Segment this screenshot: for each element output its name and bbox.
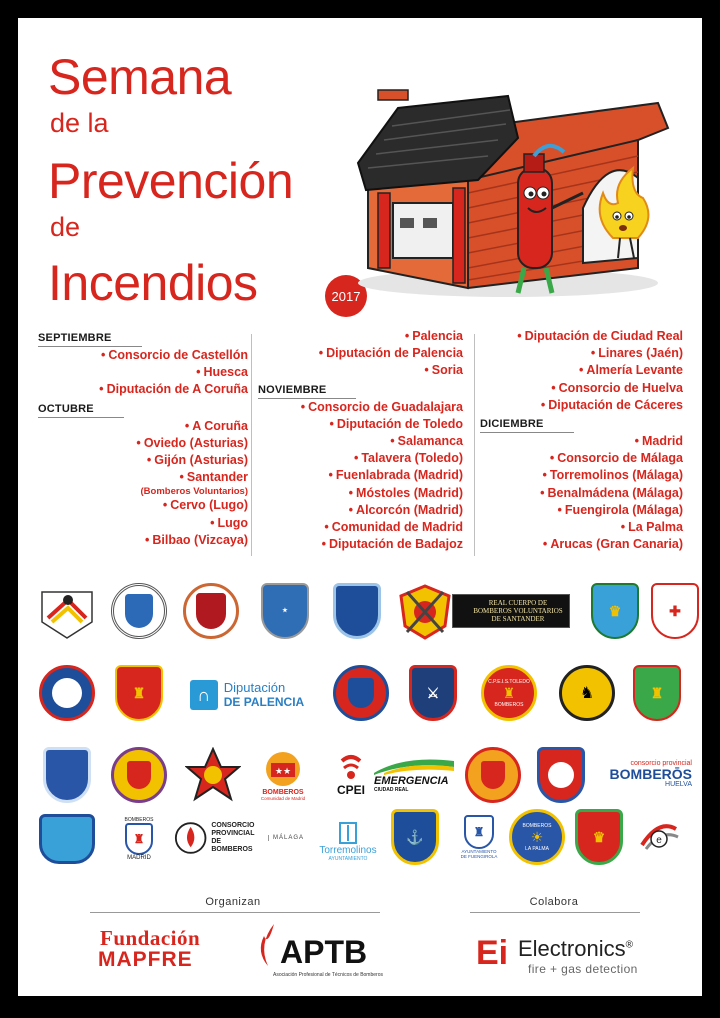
month-entries	[258, 399, 463, 554]
logo-arucas: ♛	[568, 806, 630, 868]
santander-line-3: DE SANTANDER	[491, 615, 545, 623]
list-item: • Benalmádena (Málaga)	[540, 485, 683, 500]
title-line-4: de	[50, 212, 81, 242]
list-item: • Santander (Bomberos Voluntarios)	[38, 469, 248, 497]
list-item: • La Palma	[620, 520, 683, 535]
calendar-column-1	[38, 328, 248, 549]
list-item: • Linares (Jaén)	[590, 346, 683, 361]
logo-mostoles	[108, 744, 170, 806]
month-entries	[38, 418, 248, 549]
logo-diputacion-toledo: ⚔	[402, 662, 464, 724]
list-item: • Talavera (Toledo)	[353, 451, 463, 466]
colabora-label: Colabora	[522, 896, 586, 908]
logo-cervo: ♛	[584, 580, 646, 642]
logo-la-palma: BOMBEROS ☀ LA PALMA	[506, 806, 568, 868]
logo-diputacion-coruna	[180, 580, 242, 642]
list-item: • Soria	[424, 363, 463, 378]
ei-logo-mark: Ei	[476, 934, 509, 972]
calendar-columns	[18, 328, 702, 558]
list-item: • Diputación de Badajoz	[321, 537, 463, 552]
logo-consorcio-malaga	[174, 816, 304, 860]
logo-benalmadena: ⚓	[384, 806, 446, 868]
fundacion-mapfre-line-1: Fundación	[100, 926, 201, 950]
huelva-bottom: HUELVA	[665, 781, 692, 788]
svg-text:★★: ★★	[274, 766, 292, 776]
list-item: • Salamanca	[390, 434, 463, 449]
logo-lugo: ✚	[644, 580, 702, 642]
list-item: • Fuengirola (Málaga)	[557, 502, 683, 517]
title-line-2: de la	[50, 108, 109, 138]
logo-palencia-city: ♜	[108, 662, 170, 724]
diputacion-palencia-line-1: Diputación	[223, 680, 286, 695]
organizan-label: Organizan	[198, 896, 268, 908]
month-entries	[480, 328, 683, 414]
logo-torremolinos	[308, 810, 388, 872]
entry-note: (Bomberos Voluntarios)	[140, 486, 248, 498]
huelva-mid: BOMBERŌS	[609, 766, 692, 782]
diputacion-palencia-line-2: DE PALENCIA	[223, 695, 305, 709]
ei-logo-tagline: fire + gas detection	[528, 962, 638, 976]
madrid-city-top: BOMBEROS	[124, 817, 154, 823]
madrid-city-bottom: MADRID	[127, 855, 151, 861]
logo-comunidad-madrid	[252, 740, 314, 812]
list-item: • Alcorcón (Madrid)	[348, 502, 463, 517]
colabora-rule	[470, 912, 640, 913]
month-heading: SEPTIEMBRE	[38, 332, 142, 347]
column-divider	[251, 334, 252, 556]
list-item: • Oviedo (Asturias)	[136, 435, 248, 450]
logo-fuengirola: ♜ AYUNTAMIENTO DE FUENGIROLA	[444, 806, 514, 868]
list-item: • Huesca	[196, 365, 248, 380]
column-divider	[474, 334, 475, 556]
logo-castellon	[36, 580, 98, 642]
torremolinos-name: Torremolinos	[319, 844, 377, 856]
month-entries	[258, 328, 463, 380]
list-item: • Consorcio de Málaga	[549, 451, 683, 466]
list-item: • A Coruña	[184, 418, 248, 433]
list-item: • Consorcio de Castellón	[101, 348, 248, 362]
logo-coruna: ★	[254, 580, 316, 642]
list-item: • Torremolinos (Málaga)	[542, 468, 683, 483]
list-item: • Consorcio de Guadalajara	[300, 399, 463, 414]
fire-station-illustration	[338, 68, 688, 308]
title-line-1: Semana	[48, 49, 232, 105]
la-palma-bottom: LA PALMA	[525, 845, 549, 852]
title-line-5: Incendios	[48, 255, 258, 311]
list-item: • Madrid	[634, 434, 683, 449]
list-item: • Gijón (Asturias)	[146, 453, 248, 468]
logo-diputacion-palencia: ∩ Diputación DE PALENCIA	[182, 676, 312, 714]
logo-gijon	[394, 580, 456, 642]
logo-cpeis-toledo: C.P.E.I.S.TOLEDO ♜ BOMBEROS	[478, 662, 540, 724]
ei-logo-name: Electronics®	[518, 936, 633, 961]
list-item: • Almería Levante	[579, 363, 683, 378]
list-item: • Diputación de Ciudad Real	[517, 329, 683, 343]
logo-talavera: ♜	[626, 662, 688, 724]
logo-bilbao	[36, 662, 98, 724]
list-item: • Arucas (Gran Canaria)	[542, 537, 683, 552]
poster	[18, 18, 702, 996]
list-item: • Diputación de Palencia	[318, 346, 463, 361]
comunidad-madrid-sub: Comunidad de Madrid	[260, 796, 306, 801]
list-item: • Bilbao (Vizcaya)	[144, 532, 248, 547]
title-line-3: Prevención	[48, 153, 294, 209]
month-heading: DICIEMBRE	[480, 418, 574, 433]
participant-logos	[32, 580, 692, 880]
logo-fuenlabrada	[36, 744, 98, 806]
logo-santander	[452, 594, 570, 628]
list-item: • Palencia	[404, 329, 463, 343]
toledo-bottom: BOMBEROS	[494, 701, 524, 708]
list-item: • Diputación de Toledo	[329, 416, 463, 431]
month-entries	[38, 347, 248, 399]
logo-oviedo	[326, 580, 388, 642]
list-item: • Consorcio de Huelva	[551, 380, 683, 395]
huelva-top: consorcio provincial	[630, 760, 692, 767]
month-heading: NOVIEMBRE	[258, 384, 356, 399]
fundacion-mapfre-line-2: MAPFRE	[98, 948, 193, 971]
list-item: • Diputación de A Coruña	[99, 382, 248, 397]
calendar-column-2	[258, 328, 463, 553]
list-item: • Lugo	[210, 515, 248, 530]
emergencia-sub: CIUDAD REAL	[374, 787, 409, 793]
list-item: • Móstoles (Madrid)	[348, 485, 463, 500]
logo-huesca	[108, 580, 170, 642]
fuengirola-bottom: DE FUENGIROLA	[460, 854, 498, 859]
malaga-line-3: BOMBEROS	[211, 846, 253, 853]
torremolinos-sub: AYUNTAMIENTO	[328, 855, 368, 862]
year-badge: 2017	[325, 275, 367, 317]
malaga-side: MÁLAGA	[268, 835, 304, 841]
logo-emergencia-ciudad-real	[374, 750, 460, 798]
aptb-subtitle: Asociación Profesional de Técnicos de Bomberos	[273, 972, 383, 978]
emergencia-title: EMERGENCIA	[374, 775, 449, 787]
logo-linares	[462, 744, 524, 806]
aptb-logo: APTB	[280, 934, 368, 970]
toledo-top: C.P.E.I.S.TOLEDO	[488, 678, 530, 685]
cpei-label: CPEI	[336, 783, 365, 797]
logo-guadalajara	[330, 662, 392, 724]
logo-almeria-levante	[530, 744, 592, 806]
logo-alcorcon	[182, 744, 244, 806]
month-heading: OCTUBRE	[38, 403, 124, 418]
logo-salamanca: ♞	[556, 662, 618, 724]
logo-caceres	[36, 808, 98, 870]
list-item: • Cervo (Lugo)	[162, 498, 248, 513]
la-palma-top: BOMBEROS	[522, 822, 552, 829]
santander-line-2: BOMBEROS VOLUNTARIOS	[473, 607, 563, 615]
month-entries	[480, 433, 683, 553]
malaga-line-1: CONSORCIO	[211, 822, 255, 829]
santander-line-1: REAL CUERPO DE	[488, 599, 548, 607]
fuengirola-top: AYUNTAMIENTO	[461, 849, 497, 854]
footer	[18, 896, 702, 996]
list-item: • Diputación de Cáceres	[540, 397, 683, 412]
logo-consorcio-lanzarote	[628, 806, 690, 868]
logo-consorcio-huelva	[592, 754, 692, 794]
malaga-line-2: PROVINCIAL DE	[211, 830, 255, 845]
logo-cpei	[320, 744, 382, 806]
organizan-rule	[90, 912, 380, 913]
list-item: • Comunidad de Madrid	[324, 520, 463, 535]
comunidad-madrid-title: BOMBEROS	[262, 789, 304, 796]
svg-text:e: e	[656, 835, 662, 846]
logo-madrid-city: BOMBEROS ♜ MADRID	[124, 817, 154, 861]
calendar-column-3	[480, 328, 683, 553]
list-item: • Fuenlabrada (Madrid)	[328, 468, 463, 483]
